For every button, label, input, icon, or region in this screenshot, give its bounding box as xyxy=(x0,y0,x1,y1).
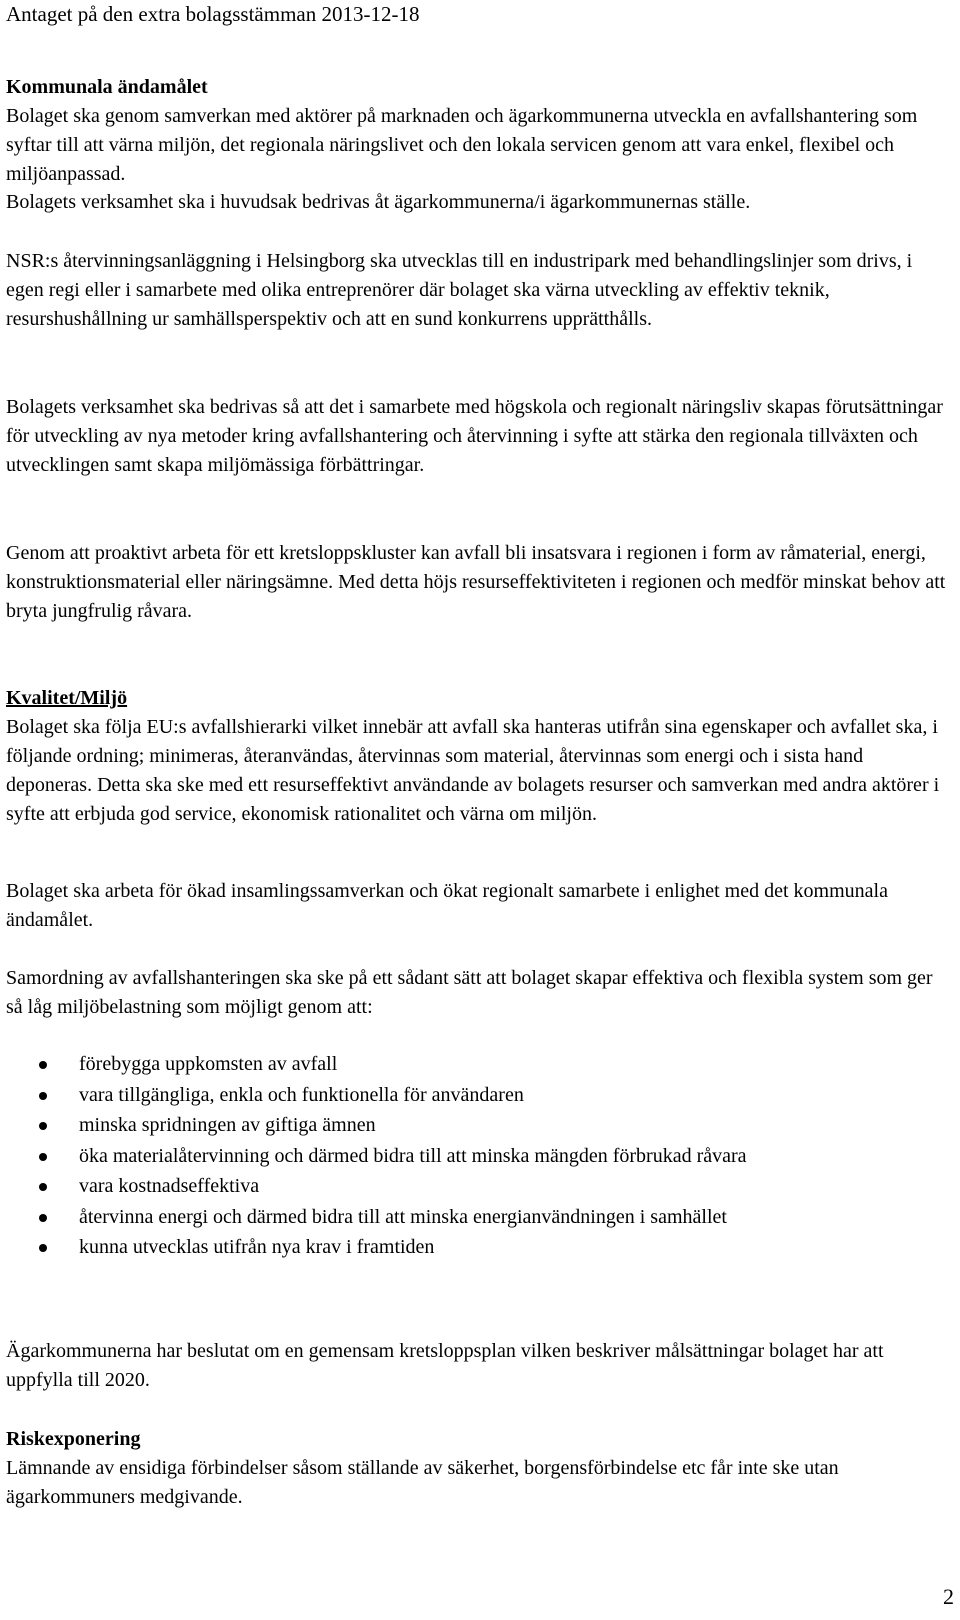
bullet-icon xyxy=(39,1244,47,1252)
list-item xyxy=(6,1203,951,1234)
section-kommunala-3 xyxy=(6,247,951,334)
bullet-icon xyxy=(39,1092,47,1100)
heading-kommunala: Kommunala ändamålet xyxy=(6,76,208,98)
list-item xyxy=(6,1081,951,1112)
list-item xyxy=(6,1142,951,1173)
section-kvalitet-3 xyxy=(6,964,951,1022)
list-item-text: vara kostnadseffektiva xyxy=(79,1175,260,1197)
list-item xyxy=(6,1111,951,1142)
section-kommunala-4 xyxy=(6,393,951,480)
section-risk xyxy=(6,1425,951,1512)
section-kvalitet-4 xyxy=(6,1337,951,1395)
list-item xyxy=(6,1050,951,1081)
list-item-text: återvinna energi och därmed bidra till att minska energianvändningen i samhället xyxy=(79,1205,727,1228)
heading-kvalitet: Kvalitet/Miljö xyxy=(6,687,128,709)
bullet-icon xyxy=(39,1183,47,1191)
paragraph-kommunala-1: Bolaget ska genom samverkan med aktörer på marknaden och ägarkommunerna utveckla en avfallshantering som syftar till att värna miljön, det regionala näringslivet och den lokala servicen genom att vara enkel, flexibel och miljöanpassad. xyxy=(6,105,918,185)
paragraph-kvalitet-1: Bolaget ska följa EU:s avfallshierarki vilket innebär att avfall ska hanteras utifrån sina egenskaper och avfallet ska, i följande ordning; minimeras, återanvändas, återvinnas som material, återvinnas som energi och i sista hand deponeras. Detta ska ske med ett resurseffektivt användande av bolagets resurser och samverkan med andra aktörer i syfte att erbjuda god service, ekonomisk rationalitet och värna om miljön. xyxy=(6,716,940,825)
paragraph-kvalitet-2: Bolaget ska arbeta för ökad insamlingssamverkan och ökat regionalt samarbete i enlighet med det kommunala ändamålet. xyxy=(6,880,888,931)
paragraph-kommunala-2: Bolagets verksamhet ska i huvudsak bedrivas åt ägarkommunerna/i ägarkommunernas ställe. xyxy=(6,191,751,213)
page-number: 2 xyxy=(943,1584,954,1609)
list-item-text: öka materialåtervinning och därmed bidra till att minska mängden förbrukad råvara xyxy=(79,1144,747,1167)
paragraph-kommunala-3: NSR:s återvinningsanläggning i Helsingborg ska utvecklas till en industripark med behandlingslinjer som drivs, i egen regi eller i samarbete med olika entreprenörer där bolaget ska värna utveckling av effektiv teknik, resurshushållning ur samhällsperspektiv och att en sund konkurrens upprätthålls. xyxy=(6,250,913,330)
bullet-icon xyxy=(39,1153,47,1161)
paragraph-kommunala-4: Bolagets verksamhet ska bedrivas så att det i samarbete med högskola och regionalt näringsliv skapas förutsättningar för utveckling av nya metoder kring avfallshantering och återvinning i syfte att stärka den regionala tillväxten och utvecklingen samt skapa miljömässiga förbättringar. xyxy=(6,396,943,476)
paragraph-kommunala-5: Genom att proaktivt arbeta för ett kretsloppskluster kan avfall bli insatsvara i regionen i form av råmaterial, energi, konstruktionsmaterial eller näringsämne. Med detta höjs resurseffektiviteten i regionen och medför minskat behov att bryta jungfrulig råvara. xyxy=(6,542,946,622)
bullet-list xyxy=(6,1050,951,1264)
list-item-text: vara tillgängliga, enkla och funktionella för användaren xyxy=(79,1083,524,1106)
list-item-text: minska spridningen av giftiga ämnen xyxy=(79,1114,376,1136)
bullet-icon xyxy=(39,1122,47,1130)
section-kvalitet xyxy=(6,684,951,829)
list-item xyxy=(6,1172,951,1203)
bullet-icon xyxy=(39,1061,47,1069)
paragraph-kvalitet-4: Ägarkommunerna har beslutat om en gemensam kretsloppsplan vilken beskriver målsättningar bolaget har att uppfylla till 2020. xyxy=(6,1340,884,1391)
bullet-icon xyxy=(39,1214,47,1222)
section-kvalitet-2 xyxy=(6,877,951,935)
list-item-text: förebygga uppkomsten av avfall xyxy=(79,1053,338,1075)
list-item xyxy=(6,1233,951,1264)
heading-risk: Riskexponering xyxy=(6,1428,141,1450)
list-item-text: kunna utvecklas utifrån nya krav i framtiden xyxy=(79,1236,435,1258)
bullet-list-section xyxy=(6,1050,951,1264)
section-kommunala xyxy=(6,73,951,189)
paragraph-kvalitet-3: Samordning av avfallshanteringen ska ske på ett sådant sätt att bolaget skapar effektiva och flexibla system som ger så låg miljöbelastning som möjligt genom att: xyxy=(6,967,933,1018)
paragraph-risk-1: Lämnande av ensidiga förbindelser såsom ställande av säkerhet, borgensförbindelse etc får inte ske utan ägarkommuners medgivande. xyxy=(6,1457,839,1508)
section-kommunala-2 xyxy=(6,188,951,217)
document-header: Antaget på den extra bolagsstämman 2013-12-18 xyxy=(6,2,420,26)
section-kommunala-5 xyxy=(6,539,951,626)
